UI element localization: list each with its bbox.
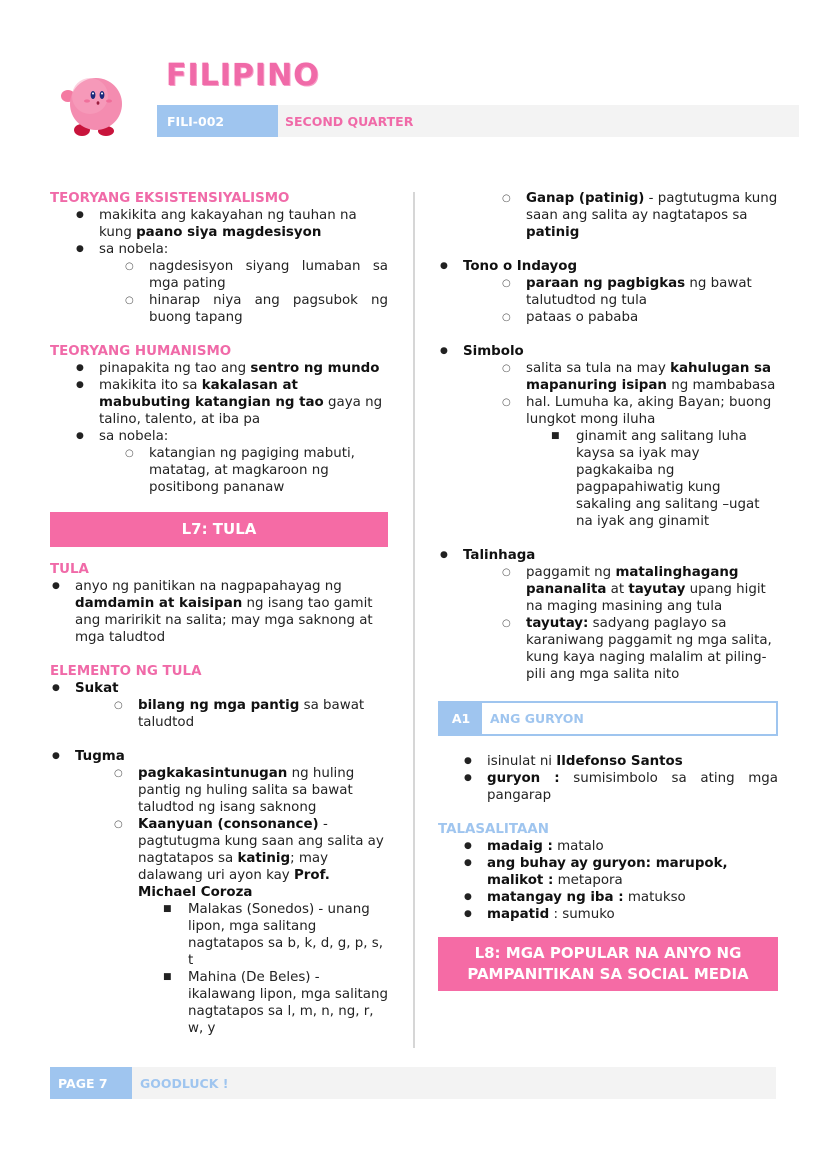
list-item: ○ tayutay: sadyang paglayo sa karaniwang paggamit ng mga salita, kung kaya naging malalim at piling-pili ang mga salita nito [476, 615, 778, 683]
column-divider [413, 192, 415, 1048]
list-item: ● Tugma ○ pagkakasintunugan ng huling pantig ng huling salita sa bawat taludtod ng isang saknong ○ Kaanyuan (consonance) - pagtutugma kung saan ang salita ay nagtatapos sa katinig; may dalawang uri ayon kay Prof. Michael Coroza ■ Malakas (Sonedos) - unang lipon, mga salitang nagtatapos sa b, k, d, g, p, s, t ■ Mahina (De Beles) - ikalawang lipon, mga salitang nagtatapos sa l, m, n, ng, r, w, y [50, 748, 388, 1037]
list-item: ● sa nobela: ○ katangian ng pagiging mabuti, matatag, at magkaroon ng positibong pananaw [50, 428, 388, 496]
a1-section-header [438, 701, 778, 736]
list-item: ○ pataas o pababa [476, 309, 778, 326]
list-item: ○ Kaanyuan (consonance) - pagtutugma kung saan ang salita ay nagtatapos sa katinig; may dalawang uri ayon kay Prof. Michael Coroza ■ Malakas (Sonedos) - unang lipon, mga salitang nagtatapos sa b, k, d, g, p, s, t ■ Mahina (De Beles) - ikalawang lipon, mga salitang nagtatapos sa l, m, n, ng, r, w, y [88, 816, 388, 1037]
list-talasalitaan [438, 838, 778, 923]
list-item: ● matangay ng iba : matukso [438, 889, 778, 906]
list-item: ● Sukat ○ bilang ng mga pantig sa bawat taludtod [50, 680, 388, 748]
course-code: FILI-002 [157, 105, 278, 137]
lesson-banner-l7: L7: TULA [50, 512, 388, 547]
list-item: ● madaig : matalo [438, 838, 778, 855]
quarter-label: SECOND QUARTER [285, 113, 414, 129]
list-item: ○ salita sa tula na may kahulugan sa mapanuring isipan ng mambabasa [476, 360, 778, 394]
list-item: ● makikita ito sa kakalasan at mabubuting katangian ng tao gaya ng talino, talento, at iba pa [50, 377, 388, 428]
footer-message: GOODLUCK ! [140, 1075, 229, 1091]
list-eksistensiyalismo [50, 207, 388, 326]
heading-eksistensiyalismo: TEORYANG EKSISTENSIYALISMO [50, 191, 290, 206]
list-elemento [50, 680, 388, 1037]
list-item: ○ hal. Lumuha ka, aking Bayan; buong lungkot mong iluha ■ ginamit ang salitang luha kaysa sa iyak may pagkakaiba ng pagpapahiwatig kung sakaling ang salitang –ugat na iyak ang ginamit [476, 394, 778, 530]
list-ganap [476, 190, 778, 241]
list-item: ● Talinhaga ○ paggamit ng matalinghagang pananalita at tayutay upang higit na maging masining ang tula ○ tayutay: sadyang paglayo sa karaniwang paggamit ng mga salita, kung kaya naging malalim at piling-pili ang mga salita nito [438, 547, 778, 683]
lesson-banner-l8: L8: MGA POPULAR NA ANYO NG PAMPANITIKAN SA SOCIAL MEDIA [438, 937, 778, 991]
kirby-mascot-icon [60, 74, 130, 138]
list-item: ● makikita ang kakayahan ng tauhan na kung paano siya magdesisyon [50, 207, 388, 241]
list-guryon [438, 753, 778, 804]
list-item: ● isinulat ni Ildefonso Santos [438, 753, 778, 770]
page-title: FILIPINO [166, 58, 320, 93]
list-item: ● Simbolo ○ salita sa tula na may kahulugan sa mapanuring isipan ng mambabasa ○ hal. Lumuha ka, aking Bayan; buong lungkot mong iluha ■ ginamit ang salitang luha kaysa sa iyak may pagkakaiba ng pagpapahiwatig kung sakaling ang salitang –ugat na iyak ang ginamit [438, 343, 778, 547]
heading-elemento: ELEMENTO NG TULA [50, 664, 202, 679]
list-item: ● pinapakita ng tao ang sentro ng mundo [50, 360, 388, 377]
footer-bar [50, 1067, 776, 1099]
a1-title: ANG GURYON [490, 711, 584, 726]
list-item: ○ pagkakasintunugan ng huling pantig ng huling salita sa bawat taludtod ng isang saknong [88, 765, 388, 816]
list-item: ■ Mahina (De Beles) - ikalawang lipon, mga salitang nagtatapos sa l, m, n, ng, r, w, y [138, 969, 388, 1037]
list-humanismo [50, 360, 388, 496]
left-column [50, 190, 388, 1037]
list-item: ○ paggamit ng matalinghagang pananalita at tayutay upang higit na maging masining ang tula [476, 564, 778, 615]
a1-tag: A1 [440, 703, 482, 734]
header-bar [157, 105, 799, 137]
list-item: ● Tono o Indayog ○ paraan ng pagbigkas ng bawat talutudtod ng tula ○ pataas o pababa [438, 258, 778, 343]
list-item: ○ hinarap niya ang pagsubok ng buong tapang [99, 292, 388, 326]
list-elemento-cont [438, 258, 778, 683]
list-item: ● mapatid : sumuko [438, 906, 778, 923]
heading-tula: TULA [50, 562, 89, 577]
list-tula [50, 578, 388, 646]
list-item: ● ang buhay ay guryon: marupok, malikot : metapora [438, 855, 778, 889]
list-item: ○ nagdesisyon siyang lumaban sa mga pating [99, 258, 388, 292]
heading-humanismo: TEORYANG HUMANISMO [50, 344, 232, 359]
list-item: ■ Malakas (Sonedos) - unang lipon, mga salitang nagtatapos sa b, k, d, g, p, s, t [138, 901, 388, 969]
page-number: PAGE 7 [50, 1067, 132, 1099]
right-column [438, 190, 778, 991]
list-item: ● guryon : sumisimbolo sa ating mga pangarap [438, 770, 778, 804]
list-item: ○ Ganap (patinig) - pagtutugma kung saan ang salita ay nagtatapos sa patinig [476, 190, 778, 241]
list-item: ○ bilang ng mga pantig sa bawat taludtod [88, 697, 388, 731]
heading-talasalitaan: TALASALITAAN [438, 822, 549, 837]
list-item: ○ paraan ng pagbigkas ng bawat talutudtod ng tula [476, 275, 778, 309]
list-item: ■ ginamit ang salitang luha kaysa sa iyak may pagkakaiba ng pagpapahiwatig kung sakaling ang salitang –ugat na iyak ang ginamit [526, 428, 778, 530]
list-item: ● sa nobela: ○ nagdesisyon siyang lumaban sa mga pating ○ hinarap niya ang pagsubok ng buong tapang [50, 241, 388, 326]
list-item: ● anyo ng panitikan na nagpapahayag ng damdamin at kaisipan ng isang tao gamit ang maririkit na salita; may mga saknong at mga taludtod [50, 578, 388, 646]
list-item: ○ katangian ng pagiging mabuti, matatag, at magkaroon ng positibong pananaw [99, 445, 388, 496]
